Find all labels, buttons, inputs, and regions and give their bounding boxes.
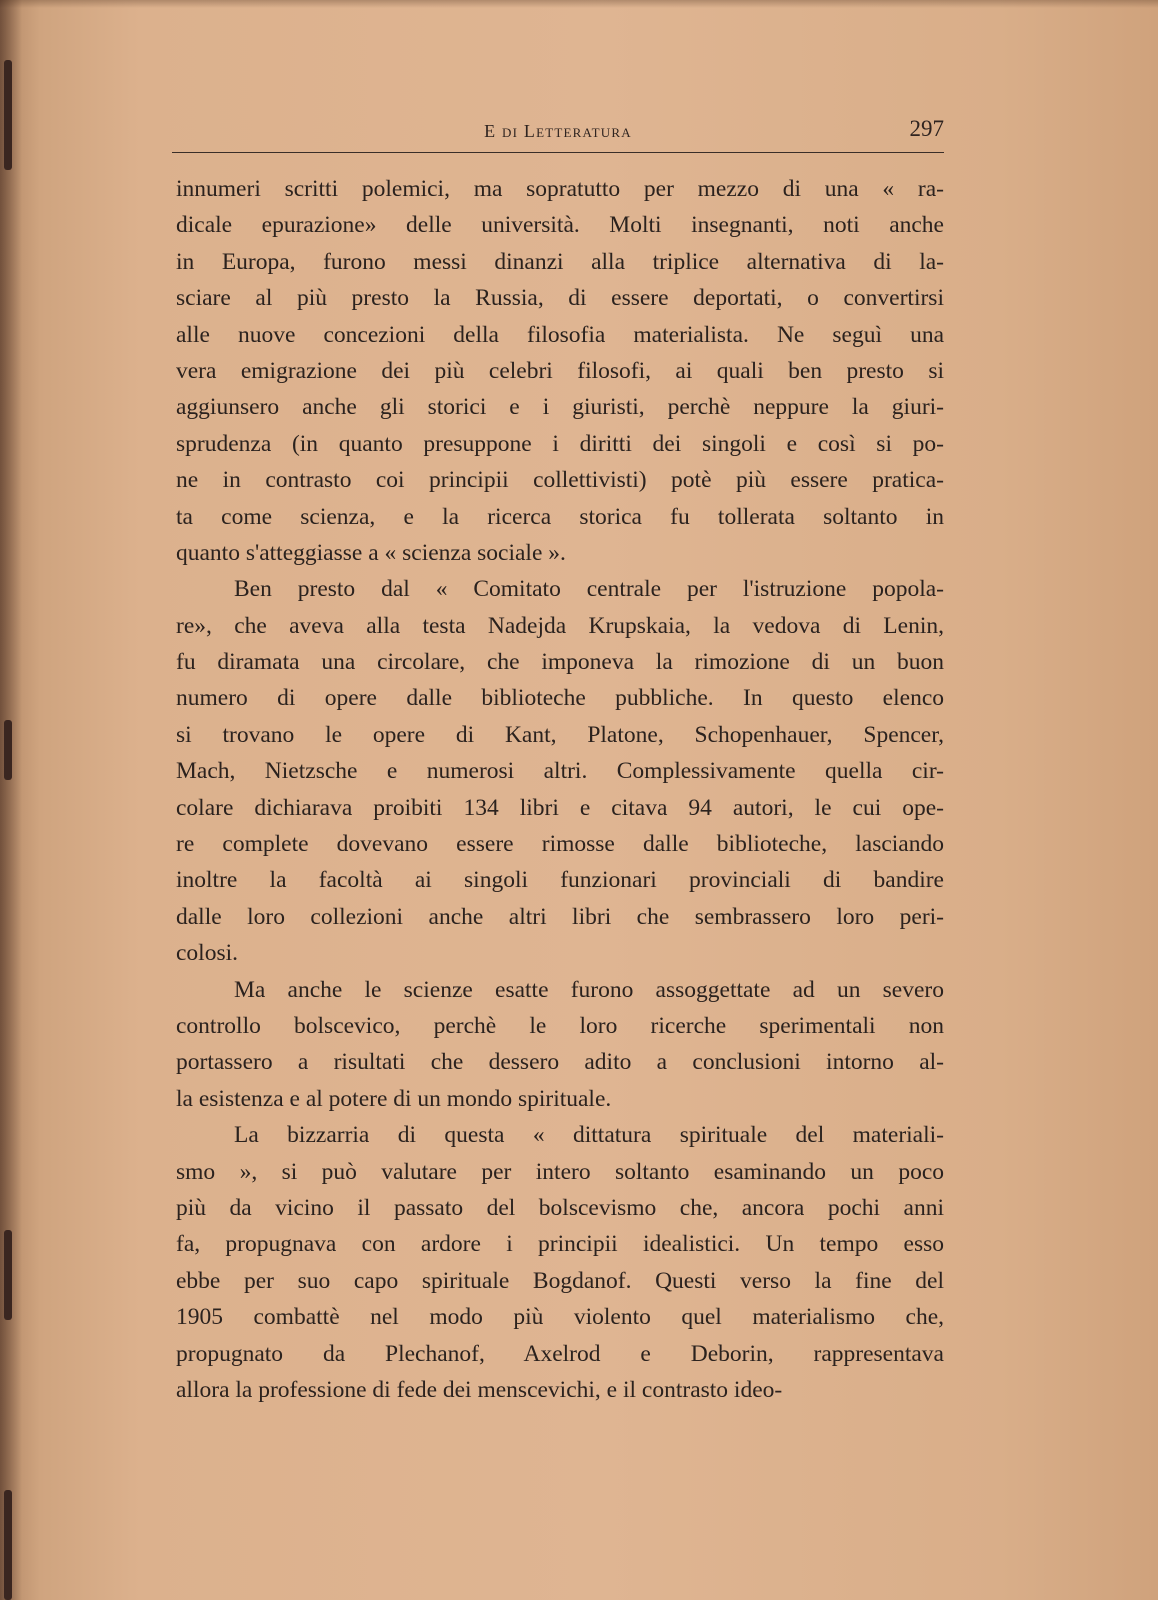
text-line: quanto s'atteggiasse a « scienza sociale ». — [176, 539, 566, 566]
text-line: colare dichiarava proibiti 134 libri e citava 94 autori, le cui ope- — [176, 794, 944, 821]
page-header — [172, 112, 944, 153]
text-line: dalle loro collezioni anche altri libri che sembrassero loro peri- — [176, 903, 944, 930]
text-line: 1905 combattè nel modo più violento quel materialismo che, — [176, 1304, 944, 1331]
binding-stain — [4, 720, 12, 780]
text-line: ne in contrasto coi principii collettivisti) potè più essere pratica- — [176, 467, 944, 494]
text-line: allora la professione di fede dei menscevichi, e il contrasto ideo- — [176, 1376, 783, 1403]
text-line: si trovano le opere di Kant, Platone, Schopenhauer, Spencer, — [176, 721, 944, 748]
text-line: alle nuove concezioni della filosofia materialista. Ne seguì una — [176, 321, 944, 348]
paragraph — [176, 171, 944, 571]
text-line: fu diramata una circolare, che imponeva la rimozione di un buon — [176, 649, 944, 676]
text-line: inoltre la facoltà ai singoli funzionari provinciali di bandire — [176, 867, 944, 894]
paragraph — [176, 972, 944, 1118]
text-line: numero di opere dalle biblioteche pubbliche. In questo elenco — [176, 685, 944, 712]
text-line: vera emigrazione dei più celebri filosofi, ai quali ben presto si — [176, 357, 944, 384]
text-line: re», che aveva alla testa Nadejda Krupskaia, la vedova di Lenin, — [176, 612, 944, 639]
page-binding-edge — [0, 0, 22, 1600]
binding-stain — [4, 1490, 12, 1600]
text-line: controllo bolscevico, perchè le loro ricerche sperimentali non — [176, 1012, 944, 1039]
text-line: Mach, Nietzsche e numerosi altri. Complessivamente quella cir- — [176, 758, 944, 785]
text-line: ta come scienza, e la ricerca storica fu tollerata soltanto in — [176, 503, 944, 530]
running-title: E di Letteratura — [484, 121, 632, 141]
text-line: innumeri scritti polemici, ma sopratutto per mezzo di una « ra- — [176, 176, 944, 202]
text-line: propugnato da Plechanof, Axelrod e Deborin, rappresentava — [176, 1340, 944, 1367]
text-line: fa, propugnava con ardore i principii idealistici. Un tempo esso — [176, 1231, 944, 1258]
text-line: ebbe per suo capo spirituale Bogdanof. Questi verso la fine del — [176, 1267, 944, 1294]
text-line: portassero a risultati che dessero adito a conclusioni intorno al- — [176, 1049, 944, 1076]
text-line: sciare al più presto la Russia, di essere deportati, o convertirsi — [176, 285, 944, 312]
binding-stain — [4, 60, 12, 170]
text-line: re complete dovevano essere rimosse dalle biblioteche, lasciando — [176, 831, 944, 858]
text-line: colosi. — [176, 940, 239, 967]
binding-stain — [4, 1230, 12, 1320]
text-line: La bizzarria di questa « dittatura spirituale del materiali- — [234, 1122, 944, 1149]
paragraph — [176, 1117, 944, 1408]
text-line: aggiunsero anche gli storici e i giuristi, perchè neppure la giuri- — [176, 394, 944, 421]
text-line: sprudenza (in quanto presuppone i diritti dei singoli e così si po- — [176, 430, 944, 457]
text-line: la esistenza e al potere di un mondo spirituale. — [176, 1085, 612, 1112]
text-line: Ben presto dal « Comitato centrale per l'istruzione popola- — [234, 576, 944, 603]
page-top-shadow — [0, 0, 1158, 8]
text-line: più da vicino il passato del bolscevismo che, ancora pochi anni — [176, 1194, 944, 1221]
paragraph — [176, 571, 944, 971]
text-line: dicale epurazione» delle università. Molti insegnanti, noti anche — [176, 212, 944, 239]
text-line: in Europa, furono messi dinanzi alla triplice alternativa di la- — [176, 248, 944, 275]
text-line: Ma anche le scienze esatte furono assoggettate ad un severo — [234, 976, 944, 1003]
body-text — [176, 171, 944, 1408]
page-number: 297 — [909, 116, 944, 141]
text-line: smo », si può valutare per intero soltanto esaminando un poco — [176, 1158, 944, 1185]
